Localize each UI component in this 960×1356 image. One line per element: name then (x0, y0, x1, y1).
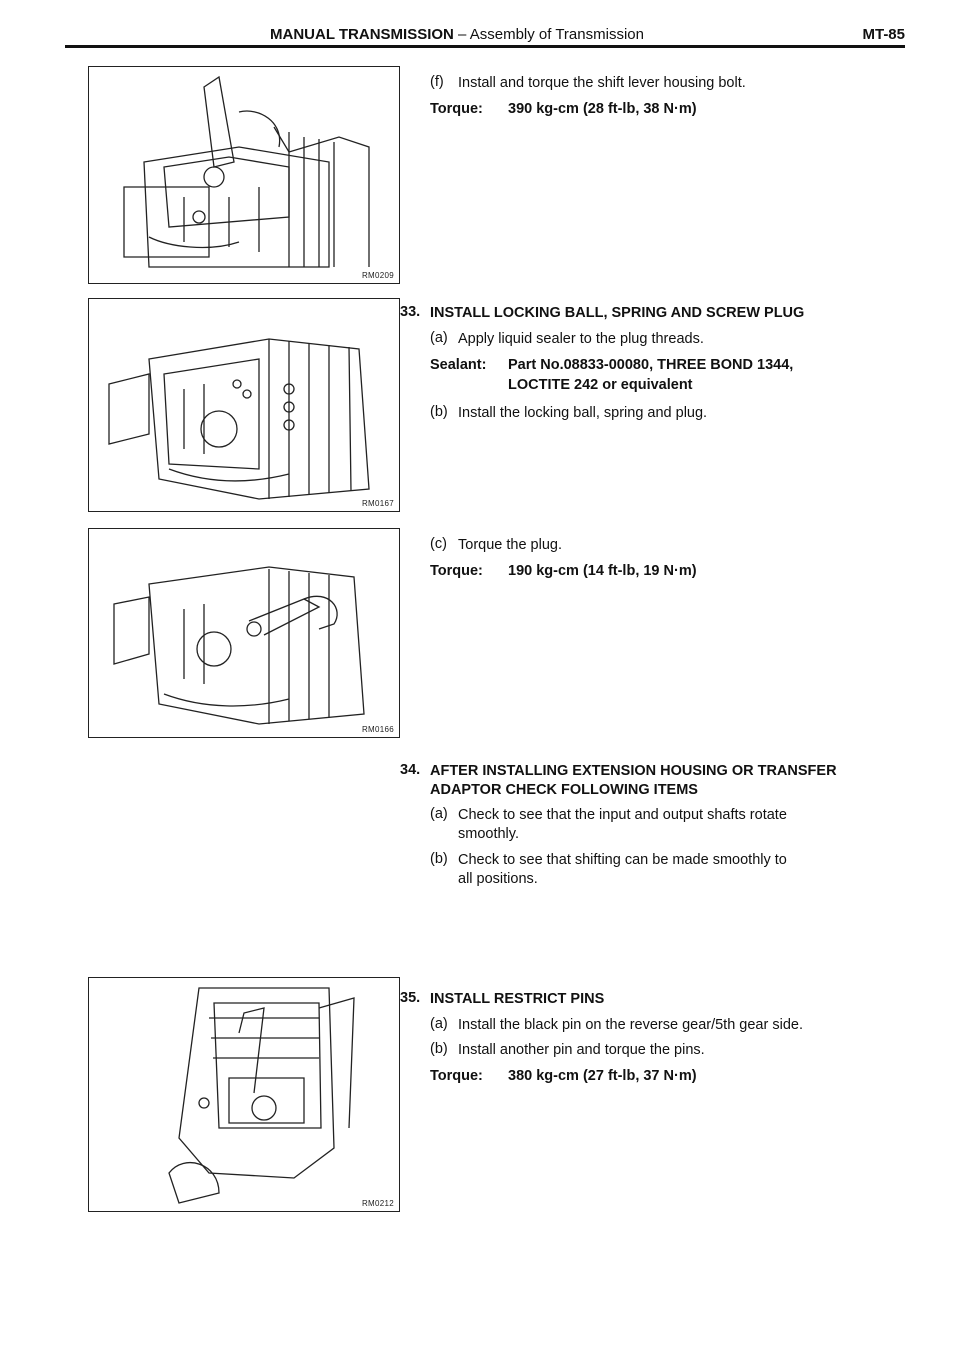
torque-label: Torque: (430, 1068, 483, 1084)
step-34a-line-1: Check to see that the input and output shafts rotate (458, 807, 787, 823)
figure-code: RM0212 (361, 1199, 394, 1208)
step-33-number: 33. (400, 304, 421, 320)
step-f-label: (f) (430, 74, 444, 90)
restrict-pin-illustration-icon (89, 978, 399, 1211)
step-34-number: 34. (400, 762, 421, 778)
sealant-line-1: Part No.08833-00080, THREE BOND 1344, (508, 357, 794, 373)
subsection: – Assembly of Transmission (453, 26, 644, 43)
step-33b-text: Install the locking ball, spring and plug. (458, 405, 708, 421)
step-f-text: Install and torque the shift lever housing bolt. (458, 75, 746, 91)
step-35-title: INSTALL RESTRICT PINS (430, 991, 605, 1007)
page-number: MT-85 (862, 26, 905, 43)
transmission-illustration-icon (89, 67, 399, 283)
figure-code: RM0209 (361, 271, 394, 280)
step-34b-line-2: all positions. (458, 871, 538, 887)
step-34-title-line-1: AFTER INSTALLING EXTENSION HOUSING OR TRANSFER (430, 763, 837, 779)
step-35-number: 35. (400, 990, 421, 1006)
step-34a-label: (a) (430, 806, 448, 822)
step-33a-text: Apply liquid sealer to the plug threads. (458, 331, 704, 347)
step-35a-label: (a) (430, 1016, 448, 1032)
step-35b-text: Install another pin and torque the pins. (458, 1042, 705, 1058)
torque-value: 190 kg-cm (14 ft-lb, 19 N·m) (508, 563, 697, 579)
header-rule (65, 45, 905, 48)
step-35a-text: Install the black pin on the reverse gear/5th gear side. (458, 1017, 803, 1033)
section-title (270, 26, 644, 43)
step-34a-line-2: smoothly. (458, 826, 519, 842)
figure-torque-plug (88, 528, 400, 738)
step-33b-label: (b) (430, 404, 448, 420)
manual-section: MANUAL TRANSMISSION (270, 26, 454, 43)
figure-shift-lever-housing (88, 66, 400, 284)
sealant-label: Sealant: (430, 357, 487, 373)
step-34-title-line-2: ADAPTOR CHECK FOLLOWING ITEMS (430, 782, 698, 798)
step-35b-label: (b) (430, 1041, 448, 1057)
torque-label: Torque: (430, 563, 483, 579)
step-33a-label: (a) (430, 330, 448, 346)
sealant-line-2: LOCTITE 242 or equivalent (508, 377, 693, 393)
step-34b-label: (b) (430, 851, 448, 867)
torque-value: 390 kg-cm (28 ft-lb, 38 N·m) (508, 101, 697, 117)
transmission-case-illustration-icon (89, 299, 399, 511)
step-33-title: INSTALL LOCKING BALL, SPRING AND SCREW PLUG (430, 305, 805, 321)
step-33c-label: (c) (430, 536, 447, 552)
figure-code: RM0167 (361, 499, 394, 508)
figure-screw-plug-location (88, 298, 400, 512)
figure-code: RM0166 (361, 725, 394, 734)
step-33c-text: Torque the plug. (458, 537, 562, 553)
torque-label: Torque: (430, 101, 483, 117)
figure-restrict-pins (88, 977, 400, 1212)
step-34b-line-1: Check to see that shifting can be made smoothly to (458, 852, 787, 868)
torque-wrench-illustration-icon (89, 529, 399, 737)
torque-value: 380 kg-cm (27 ft-lb, 37 N·m) (508, 1068, 697, 1084)
